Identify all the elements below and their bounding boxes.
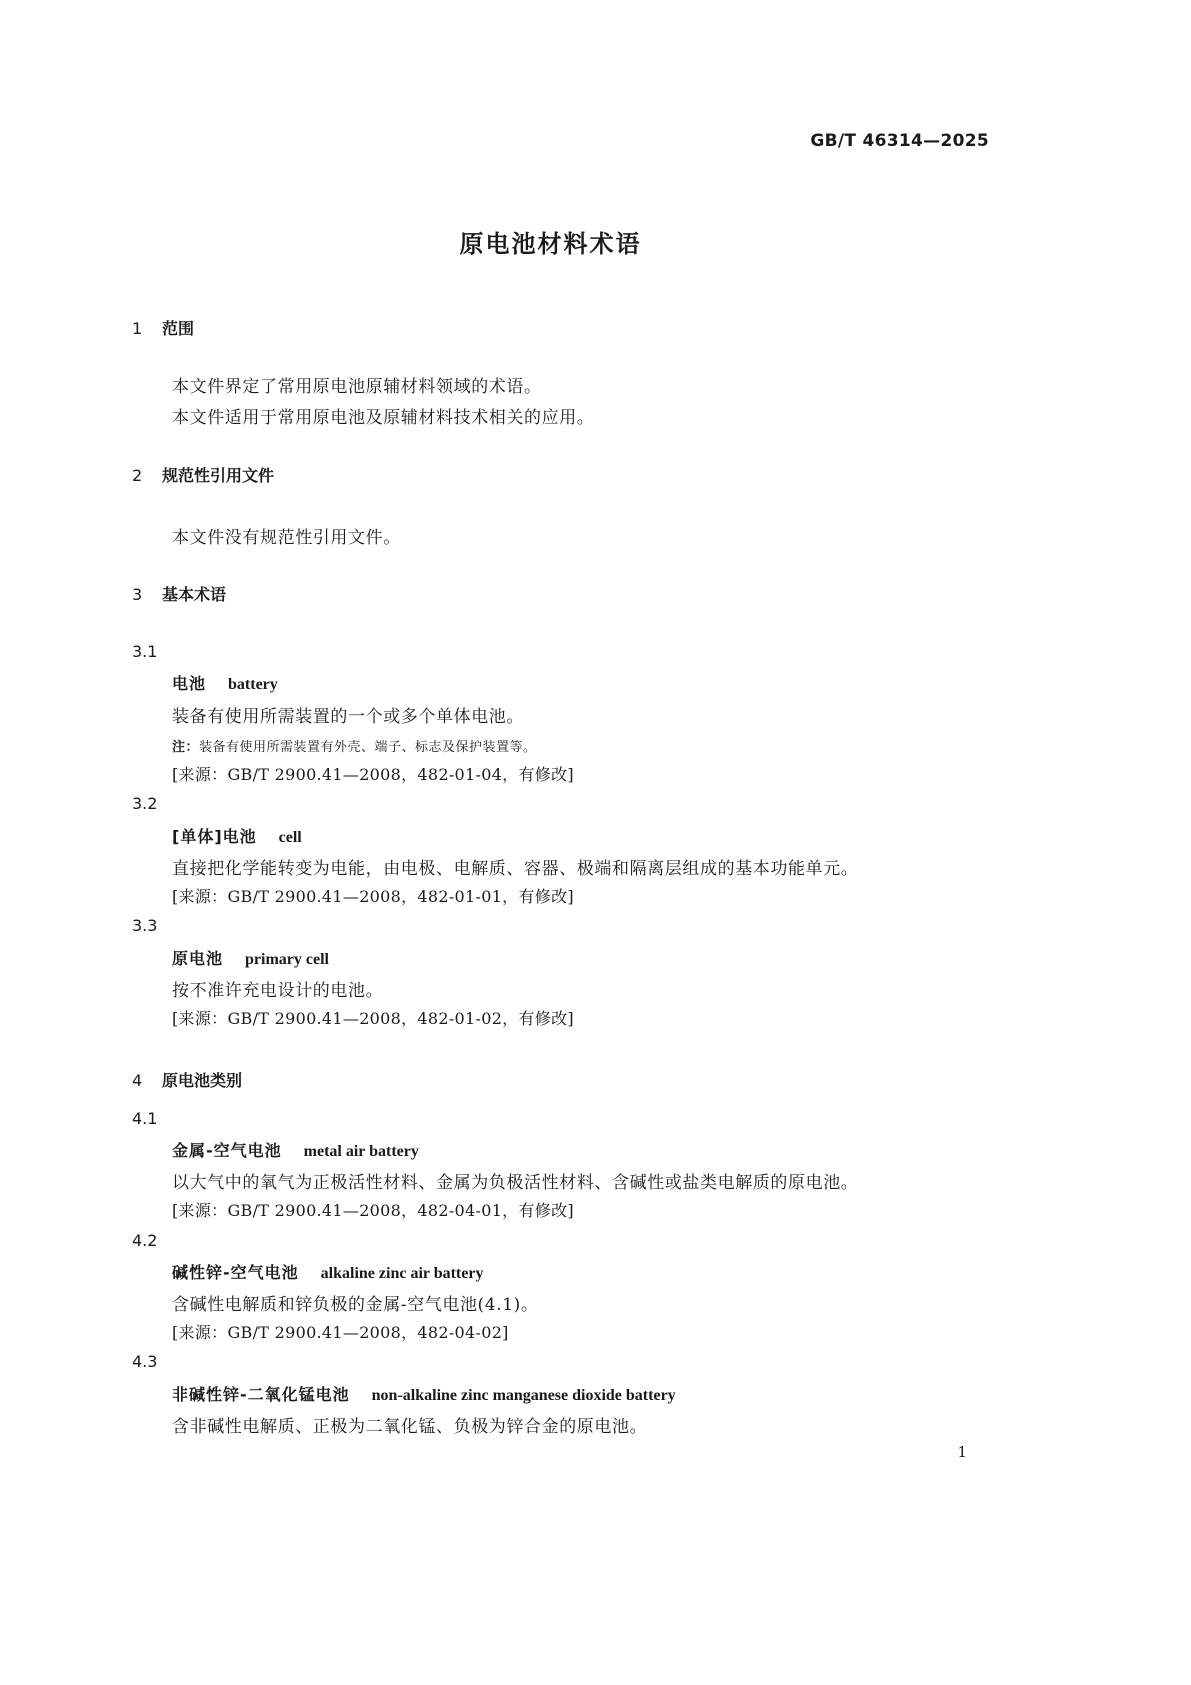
term-number: 3.2: [132, 794, 158, 813]
term-number: 4.3: [132, 1352, 158, 1371]
term-definition: 直接把化学能转变为电能，由电极、电解质、容器、极端和隔离层组成的基本功能单元。: [172, 859, 859, 879]
term-heading: [172, 824, 302, 847]
term-english: battery: [228, 676, 278, 693]
term-definition: 按不准许充电设计的电池。: [172, 981, 384, 1001]
section-4-heading: [132, 1068, 242, 1091]
term-heading: [172, 946, 329, 969]
section-title: 范围: [162, 319, 195, 338]
term-heading: [172, 671, 278, 694]
section-3-heading: [132, 582, 226, 605]
standard-code: GB/T 46314—2025: [810, 131, 989, 151]
term-chinese: 原电池: [172, 949, 224, 968]
section-number: 1: [132, 319, 143, 338]
term-english: metal air battery: [303, 1143, 419, 1160]
term-note: [172, 736, 537, 755]
term-number: 3.3: [132, 916, 158, 935]
term-number: 4.2: [132, 1231, 158, 1250]
term-source: [来源：GB/T 2900.41—2008，482-01-02，有修改]: [172, 1009, 574, 1028]
section-1-heading: [132, 316, 194, 339]
term-chinese: 碱性锌-空气电池: [172, 1263, 299, 1282]
section-title: 规范性引用文件: [162, 466, 275, 485]
term-source: [来源：GB/T 2900.41—2008，482-04-01，有修改]: [172, 1201, 574, 1220]
term-source: [来源：GB/T 2900.41—2008，482-01-04，有修改]: [172, 765, 574, 784]
paragraph: 本文件没有规范性引用文件。: [172, 528, 401, 548]
term-source: [来源：GB/T 2900.41—2008，482-04-02]: [172, 1323, 509, 1342]
term-chinese: 电池: [172, 674, 207, 693]
term-definition: 含碱性电解质和锌负极的金属-空气电池(4.1)。: [172, 1295, 539, 1315]
term-heading: [172, 1382, 676, 1405]
term-definition: 以大气中的氧气为正极活性材料、金属为负极活性材料、含碱性或盐类电解质的原电池。: [172, 1173, 859, 1193]
note-label: 注：: [172, 740, 200, 755]
section-number: 3: [132, 585, 143, 604]
note-text: 装备有使用所需装置有外壳、端子、标志及保护装置等。: [199, 740, 537, 755]
term-english: primary cell: [245, 951, 329, 968]
term-heading: [172, 1138, 419, 1161]
term-heading: [172, 1260, 483, 1283]
term-number: 4.1: [132, 1109, 158, 1128]
document-title: 原电池材料术语: [459, 230, 642, 258]
term-chinese: 金属-空气电池: [172, 1141, 282, 1160]
paragraph: 本文件界定了常用原电池原辅材料领域的术语。: [172, 377, 542, 397]
term-english: alkaline zinc air battery: [320, 1265, 484, 1282]
section-title: 原电池类别: [162, 1071, 243, 1090]
section-title: 基本术语: [162, 585, 227, 604]
term-definition: 含非碱性电解质、正极为二氧化锰、负极为锌合金的原电池。: [172, 1417, 648, 1437]
term-english: cell: [278, 829, 302, 846]
term-chinese: [单体]电池: [172, 827, 257, 846]
paragraph: 本文件适用于常用原电池及原辅材料技术相关的应用。: [172, 408, 595, 428]
term-definition: 装备有使用所需装置的一个或多个单体电池。: [172, 707, 524, 727]
section-2-heading: [132, 463, 274, 486]
page-number: 1: [957, 1443, 967, 1461]
term-english: non-alkaline zinc manganese dioxide battery: [371, 1387, 676, 1404]
term-chinese: 非碱性锌-二氧化锰电池: [172, 1385, 350, 1404]
term-source: [来源：GB/T 2900.41—2008，482-01-01，有修改]: [172, 887, 574, 906]
section-number: 2: [132, 466, 143, 485]
section-number: 4: [132, 1071, 143, 1090]
term-number: 3.1: [132, 642, 158, 661]
